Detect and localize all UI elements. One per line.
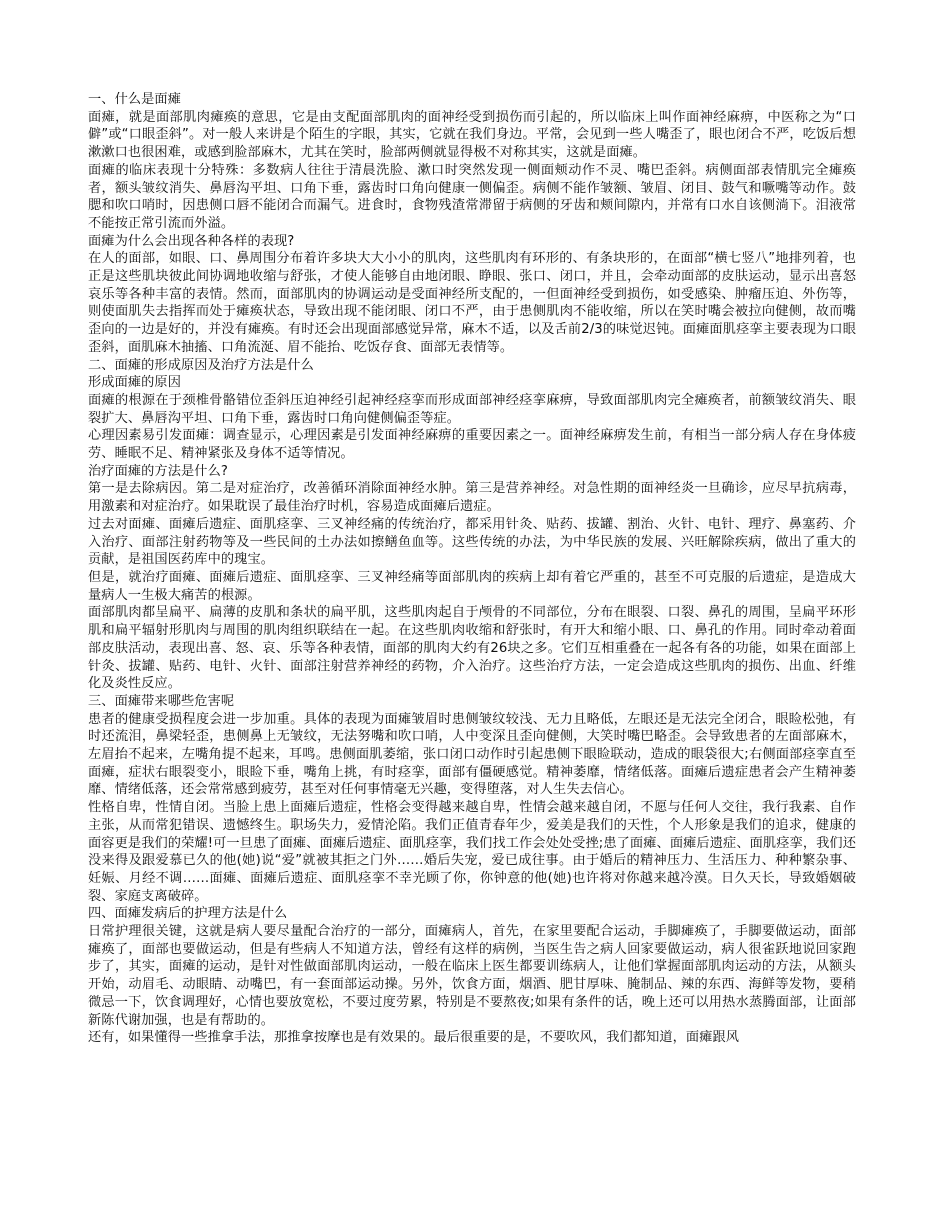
paragraph: 面部肌肉都呈扁平、扁薄的皮肌和条状的扁平肌，这些肌肉起自于颅骨的不同部位，分布在眼裂、口裂、鼻孔的周围，呈扁平环形肌和扁平辐射形肌肉与周围的肌肉组织联结在一起。在这些肌肉收缩和舒张时，有开大和缩小眼、口、鼻孔的作用。同时牵动着面部皮肤活动，表现出喜、怒、哀、乐等各种表情，面部的肌肉大约有26块之多。它们互相重叠在一起各有各的功能，如果在面部上针灸、拔罐、贴药、电针、火针、面部注射营养神经的药物，介入治疗。这些治疗方法，一定会造成这些肌肉的损伤、出血、纤维化及炎性反应。 (88, 605, 856, 692)
paragraph: 患者的健康受损程度会进一步加重。具体的表现为面瘫皱眉时患侧皱纹较浅、无力且略低，左眼还是无法完全闭合，眼睑松弛，有时还流泪，鼻梁轻歪，患侧鼻上无皱纹，无法努嘴和吹口哨，人中变深且歪向健侧，大笑时嘴巴略歪。会导致患者的左面部麻木，左眉抬不起来，左嘴角提不起来，耳鸣。患侧面肌萎缩，张口闭口动作时引起患侧下眼睑联动，造成的眼袋很大;右侧面部痉挛直至面瘫，症状右眼裂变小，眼睑下垂，嘴角上挑，有时痉挛，面部有僵硬感觉。精神萎靡，情绪低落。面瘫后遗症患者会产生精神萎靡、情绪低落，还会常常感到疲劳，甚至对任何事情毫无兴趣，变得堕落，对人生失去信心。 (88, 711, 856, 798)
paragraph: 性格自卑，性情自闭。当脸上患上面瘫后遗症，性格会变得越来越自卑，性情会越来越自闭，不愿与任何人交往，我行我素、自作主张，从而常犯错误、遗憾终生。职场失力，爱情沦陷。我们正值青春年少，爱美是我们的天性，个人形象是我们的追求，健康的面容更是我们的荣耀!可一旦患了面瘫、面瘫后遗症、面肌痉挛，我们找工作会处处受挫;患了面瘫、面瘫后遗症、面肌痉挛，我们还没来得及跟爱慕已久的他(她)说“爱”就被其拒之门外……婚后失宠，爱已成往事。由于婚后的精神压力、生活压力、种种繁杂事、妊娠、月经不调……面瘫、面瘫后遗症、面肌痉挛不幸光顾了你，你钟意的他(她)也许将对你越来越冷漠。日久天长，导致婚姻破裂、家庭支离破碎。 (88, 800, 856, 904)
section-heading: 三、面瘫带来哪些危害呢 (88, 693, 235, 709)
section-heading: 一、什么是面瘫 (88, 92, 182, 107)
subheading: 形成面瘫的原因 (88, 375, 182, 391)
paragraph: 过去对面瘫、面瘫后遗症、面肌痉挛、三叉神经痛的传统治疗，都采用针灸、贴药、拔罐、割治、火针、电针、理疗、鼻塞药、介入治疗、面部注射药物等及一些民间的土办法如擦鳝鱼血等。这些传统的办法，为中华民族的发展、兴旺解除疾病，做出了重大的贡献，是祖国医药库中的瑰宝。 (88, 516, 856, 568)
paragraph: 日常护理很关键，这就是病人要尽量配合治疗的一部分，面瘫病人，首先，在家里要配合运动，手脚瘫痪了，手脚要做运动，面部瘫痪了，面部也要做运动，但是有些病人不知道方法，曾经有这样的病例，当医生告之病人回家要做运动，病人很雀跃地说回家跑步了，其实，面瘫的运动，是针对性做面部肌肉运动，一般在临床上医生都要训练病人，让他们掌握面部肌肉运动的方法，从额头开始，动眉毛、动眼睛、动嘴巴，有一套面部运动操。另外，饮食方面，烟酒、肥甘厚味、腌制品、辣的东西、海鲜等发物，要稍微忌一下，饮食调理好，心情也要放宽松，不要过度劳累，特别是不要熬夜;如果有条件的话，晚上还可以用热水蒸腾面部，让面部新陈代谢加强，也是有帮助的。 (88, 924, 856, 1028)
paragraph: 面瘫，就是面部肌肉瘫痪的意思，它是由支配面部肌肉的面神经受到损伤而引起的，所以临床上叫作面神经麻痹，中医称之为“口僻”或“口眼歪斜”。对一般人来讲是个陌生的字眼，其实，它就在我们身边。平常，会见到一些人嘴歪了，眼也闭合不严，吃饭后想漱漱口也很困难，或感到脸部麻木，尤其在笑时，脸部两侧就显得极不对称其实，这就是面瘫。 (88, 109, 856, 161)
section-heading: 二、面瘫的形成原因及治疗方法是什么 (88, 357, 314, 373)
paragraph: 面瘫的临床表现十分特殊：多数病人往往于清晨洗脸、漱口时突然发现一侧面颊动作不灵、嘴巴歪斜。病侧面部表情肌完全瘫痪者，额头皱纹消失、鼻唇沟平坦、口角下垂，露齿时口角向健康一侧偏歪。病侧不能作皱额、皱眉、闭目、鼓气和噘嘴等动作。鼓腮和吹口哨时，因患侧口唇不能闭合而漏气。进食时，食物残渣常滞留于病侧的牙齿和颊间隙内，并常有口水自该侧淌下。泪液常不能按正常引流而外溢。 (88, 162, 856, 231)
section-heading: 四、面瘫发病后的护理方法是什么 (88, 906, 288, 922)
paragraph: 心理因素易引发面瘫：调查显示，心理因素是引发面神经麻痹的重要因素之一。面神经麻痹发生前，有相当一部分病人存在身体疲劳、睡眠不足、精神紧张及身体不适等情况。 (88, 428, 856, 462)
paragraph: 第一是去除病因。第二是对症治疗，改善循环消除面神经水肿。第三是营养神经。对急性期的面神经炎一旦确诊，应尽早抗病毒，用激素和对症治疗。如果耽误了最佳治疗时机，容易造成面瘫后遗症。 (88, 481, 856, 515)
subheading: 治疗面瘫的方法是什么? (88, 463, 228, 479)
paragraph: 还有，如果懂得一些推拿手法，那推拿按摩也是有效果的。最后很重要的是，不要吹风，我们都知道，面瘫跟风 (88, 1030, 740, 1046)
paragraph: 在人的面部，如眼、口、鼻周围分布着许多块大大小小的肌肉，这些肌肉有环形的、有条块形的，在面部“横七竖八”地排列着，也正是这些肌块彼此间协调地收缩与舒张，才使人能够自由地闭眼、睁眼、张口、闭口，并且，会牵动面部的皮肤运动，显示出喜怒哀乐等各种丰富的表情。然而，面部肌肉的协调运动是受面神经所支配的，一但面神经受到损伤，如受感染、肿瘤压迫、外伤等，则使面肌失去指挥而处于瘫痪状态，导致出现不能闭眼、闭口不严，由于患侧肌肉不能收缩，所以在笑时嘴会被拉向健侧，故而嘴歪向的一边是好的，并没有瘫痪。有时还会出现面部感觉异常，麻木不适，以及舌前2/3的味觉迟钝。面瘫面肌痉挛主要表现为口眼歪斜，面肌麻木抽搐、口角流涎、眉不能抬、吃饭存食、面部无表情等。 (88, 251, 856, 355)
subheading: 面瘫为什么会出现各种各样的表现? (88, 233, 295, 249)
paragraph: 面瘫的根源在于颈椎骨骼错位歪斜压迫神经引起神经痉挛而形成面部神经痉挛麻痹，导致面部肌肉完全瘫痪者，前额皱纹消失、眼裂扩大、鼻唇沟平坦、口角下垂，露齿时口角向健侧偏歪等症。 (88, 392, 856, 426)
paragraph: 但是，就治疗面瘫、面瘫后遗症、面肌痉挛、三叉神经痛等面部肌肉的疾病上却有着它严重的，甚至不可克服的后遗症，是造成大量病人一生极大痛苦的根源。 (88, 569, 856, 603)
document-body (88, 91, 856, 1047)
